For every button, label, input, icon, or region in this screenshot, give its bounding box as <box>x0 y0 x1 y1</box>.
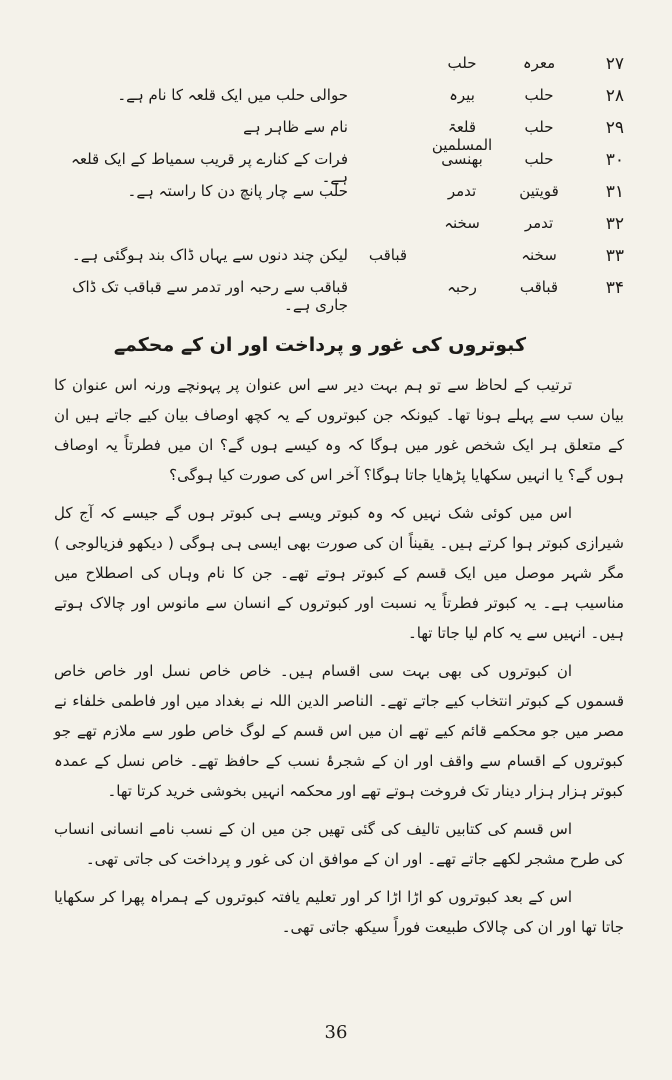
route-to: رحبہ <box>447 278 477 296</box>
route-note: قباقب سے رحبہ اور تدمر سے قباقب تک ڈاک جاری ہے۔ <box>72 278 348 314</box>
route-from: قباقب <box>519 278 559 296</box>
route-from: حلب <box>524 118 554 136</box>
route-note: حوالی حلب میں ایک قلعہ کا نام ہے۔ <box>117 86 348 104</box>
page-number: 36 <box>324 1022 348 1043</box>
route-from: تدمر <box>524 214 554 232</box>
paragraph: اس میں کوئی شک نہیں کہ وہ کبوتر ویسے ہی کبوتر ہوں گے جیسے کہ آج کل شیرازی کبوتر ہوا کرتے ہیں۔ یقیناً ان کی صورت بھی ایسی ہی ہوگی ( دیکھو فزیالوجی ) مگر شہر موصل میں ایک قسم کے کبوتر ہوتے تھے۔ جن کا نام وہاں کی اصطلاح میں مناسیب ہے۔ یہ کبوتر فطرتاً یہ نسبت اور کبوتروں کے انسان سے مانوس اور چالاک ہوتے ہیں۔ انہیں سے یہ کام لیا جاتا تھا۔ <box>54 504 624 642</box>
body-text <box>54 370 624 942</box>
route-from: قویتین <box>519 182 559 200</box>
route-to: بھنسی <box>441 150 483 168</box>
route-to: سخنہ <box>444 214 480 232</box>
table-row <box>54 54 624 86</box>
route-table <box>54 54 624 314</box>
row-number: ۲۹ <box>605 118 624 138</box>
route-to: قلعۃ المسلمین <box>431 118 493 154</box>
row-number: ۳۱ <box>605 182 624 202</box>
table-row <box>54 214 624 246</box>
table-row <box>54 246 624 278</box>
route-note: لیکن چند دنوں سے یہاں ڈاک بند ہوگئی ہے۔ <box>71 246 348 264</box>
paragraph: اس کے بعد کبوتروں کو اڑا اڑا کر اور تعلیم یافتہ کبوتروں کے ہمراہ پھرا کر سکھایا جاتا تھا اور ان کی چالاک طبیعت فوراً سیکھ جاتی تھی۔ <box>54 888 624 936</box>
route-to: تدمر <box>447 182 477 200</box>
row-number: ۳۳ <box>605 246 624 266</box>
route-from: حلب <box>524 86 554 104</box>
row-number: ۳۴ <box>605 278 624 298</box>
table-row <box>54 182 624 214</box>
route-from: سخنہ <box>521 246 557 264</box>
table-row <box>54 118 624 154</box>
row-number: ۲۷ <box>605 54 624 74</box>
table-row <box>54 278 624 314</box>
paragraph: ترتیب کے لحاظ سے تو ہم بہت دیر سے اس عنوان پر پہونچے ورنہ اس عنوان کا بیان سب سے پہلے ہونا تھا۔ کیونکہ جن کبوتروں کے یہ کچھ اوصاف بیان کیے جاتے ہیں ان کے متعلق ہر ایک شخص غور میں ہوگا کہ وہ کیسے ہوں گے؟ ان میں فطرتاً یہ اوصاف ہوں گے؟ یا انہیں سکھایا پڑھایا جاتا ہوگا؟ آخر اس کی صورت کیا ہوگی؟ <box>54 376 624 484</box>
row-number: ۲۸ <box>605 86 624 106</box>
route-to: بیرہ <box>449 86 475 104</box>
route-from: معرہ <box>522 54 556 72</box>
route-to-alt: قباقب <box>368 246 408 264</box>
route-to: حلب <box>447 54 477 72</box>
route-from: حلب <box>524 150 554 168</box>
section-heading: کبوتروں کی غور و پرداخت اور ان کے محکمے <box>113 334 526 356</box>
route-note: فرات کے کنارے پر قریب سمیاط کے ایک قلعہ ہے۔ <box>71 150 348 186</box>
paragraph: اس قسم کی کتابیں تالیف کی گئی تھیں جن میں ان کے نسب نامے انسانی انساب کی طرح مشجر لکھے جاتے تھے۔ اور ان کے موافق ان کی غور و پرداخت کی جاتی تھی۔ <box>54 820 624 868</box>
table-row <box>54 86 624 118</box>
row-number: ۳۰ <box>605 150 624 170</box>
row-number: ۳۲ <box>605 214 624 234</box>
table-row <box>54 150 624 186</box>
paragraph: ان کبوتروں کی بھی بہت سی اقسام ہیں۔ خاص خاص نسل اور خاص خاص قسموں کے کبوتر انتخاب کیے جاتے تھے۔ الناصر الدین اللہ نے بغداد میں اور فاطمی خلفاء نے مصر میں جو محکمے قائم کیے تھے ان میں اس قسم کے لوگ خاص طور سے ملازم تھے جو کبوتروں کے اقسام سے واقف اور ان کے شجرۂ نسب کے حافظ تھے۔ خاص نسل کے عمدہ کبوتر ہزار ہزار دینار تک فروخت ہوتے تھے اور محکمہ انہیں بخوشی خرید کرتا تھا۔ <box>54 662 624 800</box>
route-note: نام سے ظاہر ہے <box>243 118 348 136</box>
route-note: حلب سے چار پانچ دن کا راستہ ہے۔ <box>127 182 348 200</box>
